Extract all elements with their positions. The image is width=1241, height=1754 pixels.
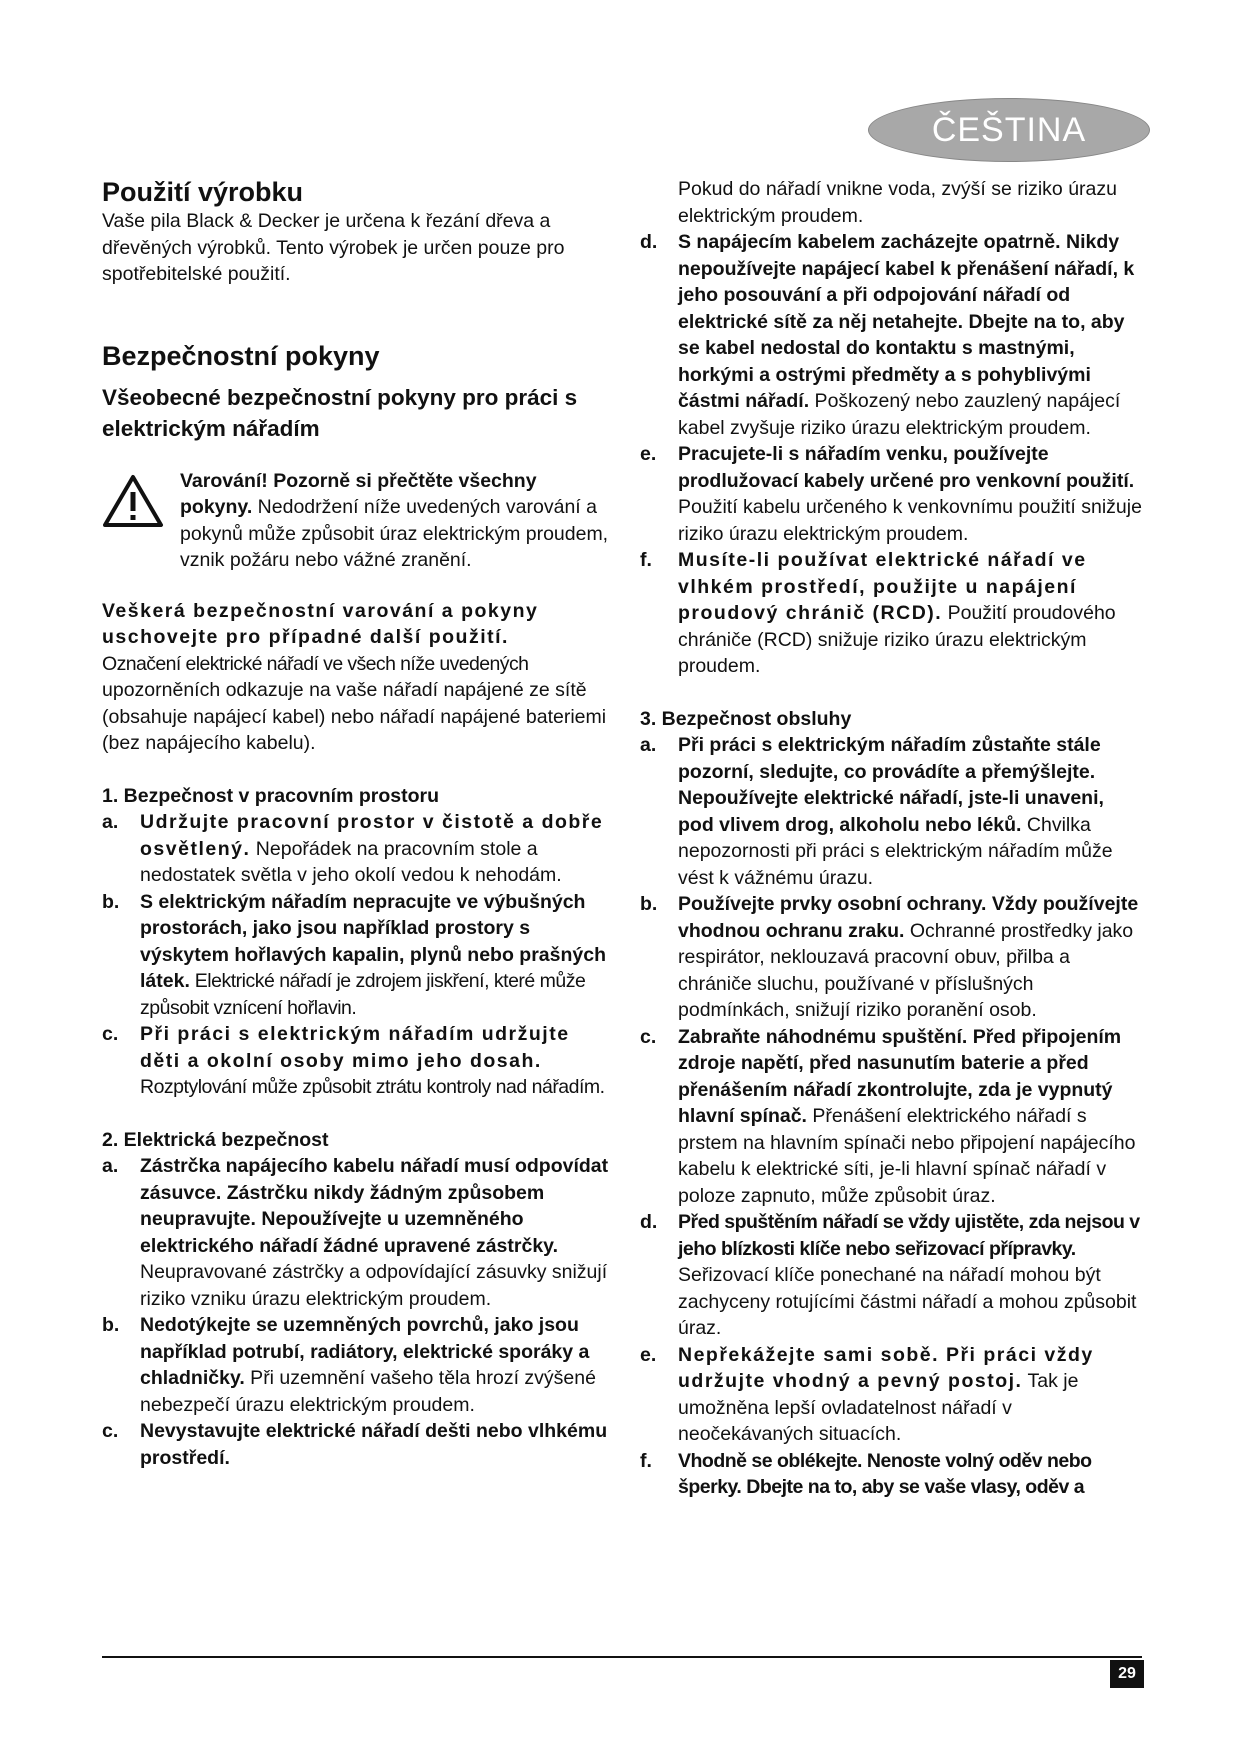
list-item-2a: [102, 1153, 614, 1312]
item-text: Při uzemnění vašeho těla hrozí zvýšené nebezpečí úrazu elektrickým proudem.: [140, 1367, 596, 1416]
usage-title: Použití výrobku: [102, 177, 304, 207]
item-bold: Udržujte pracovní prostor v čistotě a dobře osvětlený.: [140, 811, 604, 860]
section-1-title: 1. Bezpečnost v pracovním prostoru: [102, 784, 439, 807]
item-text: Neupravované zástrčky a odpovídající zásuvky snižují riziko vzniku úrazu elektrickým proudem.: [140, 1261, 608, 1310]
section-2-title: 2. Elektrická bezpečnost: [102, 1128, 329, 1151]
safety-title: Bezpečnostní pokyny: [102, 340, 380, 371]
list-item-3c: [640, 1024, 1145, 1210]
item-label: b.: [640, 893, 658, 915]
item-label: f.: [640, 549, 652, 571]
item-bold: Před spuštěním nářadí se vždy ujistěte, zda nejsou v jeho blízkosti klíče nebo seřizovací přípravky.: [678, 1211, 1140, 1260]
left-column: [102, 176, 614, 1471]
warning-text: [180, 468, 614, 574]
item-bold: Musíte-li používat elektrické nářadí ve vlhkém prostředí, použijte u napájení proudový chránič (RCD).: [678, 549, 1087, 624]
list-item-3a: [640, 732, 1145, 891]
item-text: Elektrické nářadí je zdrojem jiskření, které může způsobit vznícení hořlavin.: [140, 970, 586, 1019]
item-label: d.: [640, 231, 658, 253]
item-bold: Při práci s elektrickým nářadím zůstaňte stále pozorní, sledujte, co provádíte a přemýšlejte. Nepoužívejte elektrické nářadí, jste-li unaveni, pod vlivem drog, alkoholu nebo léků.: [678, 734, 1104, 836]
usage-text: Vaše pila Black & Decker je určena k řezání dřeva a dřevěných výrobků. Tento výrobek je určen pouze pro spotřebitelské použití.: [102, 210, 565, 285]
list-item-2b: [102, 1312, 614, 1418]
list-item-2e: [640, 441, 1145, 547]
item-label: c.: [640, 1025, 657, 1048]
item-text: Poškozený nebo zauzlený napájecí kabel zvyšuje riziko úrazu elektrickým proudem.: [678, 390, 1121, 439]
list-item-1c: [102, 1021, 614, 1101]
item-bold: Zástrčka napájecího kabelu nářadí musí odpovídat zásuvce. Zástrčku nikdy žádným způsobem neupravujte. Nepoužívejte u uzemněného elektrického nářadí žádné upravené zástrčky.: [140, 1155, 609, 1257]
list-item-3d: [640, 1209, 1145, 1342]
item-label: c.: [102, 1420, 119, 1442]
item-label: e.: [640, 443, 657, 465]
section-3-title: 3. Bezpečnost obsluhy: [640, 707, 852, 730]
list-item-2d: [640, 229, 1145, 441]
item-text: Přenášení elektrického nářadí s prstem na hlavním spínači nebo připojení napájecího kabelu k elektrické síti, je-li hlavní spínač nářadí v poloze zapnuto, může způsobit úraz.: [678, 1105, 1136, 1207]
item-bold: Nevystavujte elektrické nářadí dešti nebo vlhkému prostředí.: [140, 1420, 608, 1469]
item-bold: Při práci s elektrickým nářadím udržujte děti a okolní osoby mimo jeho dosah.: [140, 1023, 570, 1072]
item-bold: Nepřekážejte sami sobě. Při práci vždy udržujte vhodný a pevný postoj.: [678, 1343, 1094, 1392]
warning-bold: Varování! Pozorně si přečtěte všechny pokyny.: [180, 469, 537, 518]
language-badge: ČEŠTINA: [868, 98, 1150, 162]
warning-block: [102, 468, 614, 574]
item-text: Chvilka nepozornosti při práci s elektrickým nářadím může vést k vážnému úrazu.: [678, 813, 1113, 889]
item-bold: Používejte prvky osobní ochrany. Vždy používejte vhodnou ochranu zraku.: [678, 893, 1139, 942]
item-label: a.: [640, 734, 657, 756]
keep-instructions: Veškerá bezpečnostní varování a pokyny uschovejte pro případné další použití.: [102, 599, 539, 648]
general-safety-title: Všeobecné bezpečnostní pokyny pro práci s elektrickým nářadím: [102, 384, 578, 441]
list-item-1b: [102, 889, 614, 1022]
item-text: Rozptylování může způsobit ztrátu kontroly nad nářadím.: [140, 1076, 605, 1098]
item-bold: S elektrickým nářadím nepracujte ve výbušných prostorách, jako jsou například prostory s výskytem hořlavých kapalin, plynů nebo prašných látek.: [140, 890, 607, 992]
item-label: b.: [102, 1314, 120, 1336]
page-number: 29: [1110, 1660, 1144, 1688]
list-item-3e: [640, 1342, 1145, 1448]
item-label: a.: [102, 1155, 119, 1177]
warning-triangle-icon: [102, 474, 164, 528]
item-bold: Nedotýkejte se uzemněných povrchů, jako jsou například potrubí, radiátory, elektrické sporáky a chladničky.: [140, 1314, 590, 1389]
item-label: e.: [640, 1343, 657, 1366]
item-label: d.: [640, 1211, 658, 1233]
item-label: c.: [102, 1023, 119, 1045]
list-item-3b: [640, 891, 1145, 1024]
item-text: Použití proudového chrániče (RCD) snižuje riziko úrazu elektrickým proudem.: [678, 602, 1116, 677]
item-bold: Pracujete-li s nářadím venku, používejte prodlužovací kabely určené pro venkovní použití.: [678, 443, 1135, 492]
item-label: a.: [102, 811, 119, 833]
item-text: Nepořádek na pracovním stole a nedostatek světla v jeho okolí vedou k nehodám.: [140, 837, 562, 886]
item-label: b.: [102, 890, 120, 913]
right-column: [640, 176, 1145, 1501]
continued-text: Pokud do nářadí vnikne voda, zvýší se riziko úrazu elektrickým proudem.: [678, 178, 1117, 227]
item-bold: S napájecím kabelem zacházejte opatrně. Nikdy nepoužívejte napájecí kabel k přenášení nářadí, k jeho posouvání a při odpojování nářadí od elektrické sítě za něj netahejte. Dbejte na to, aby se kabel nedostal do kontaktu s mastnými, horkými a ostrými předměty a s pohyblivými částmi nářadí.: [678, 231, 1135, 412]
list-item-3f: [640, 1448, 1145, 1501]
item-bold: Vhodně se oblékejte. Nenoste volný oděv nebo šperky. Dbejte na to, aby se vaše vlasy, oděv a: [678, 1449, 1092, 1498]
list-item-1a: [102, 809, 614, 889]
item-text: Seřizovací klíče ponechané na nářadí mohou být zachyceny rotujícími částmi nářadí a mohou způsobit úraz.: [678, 1264, 1137, 1339]
list-item-2c: [102, 1418, 614, 1471]
item-label: f.: [640, 1449, 652, 1472]
item-text: Použití kabelu určeného k venkovnímu použití snižuje riziko úrazu elektrickým proudem.: [678, 496, 1142, 545]
list-item-2f: [640, 547, 1145, 680]
footer-rule: [102, 1656, 1142, 1658]
term-text-1: Označení elektrické nářadí ve všech níže uvedených: [102, 652, 529, 675]
term-text-2: upozorněních odkazuje na vaše nářadí napájené ze sítě (obsahuje napájecí kabel) nebo nářadí napájené bateriemi (bez napájecího kabelu).: [102, 679, 607, 754]
warning-normal: Nedodržení níže uvedených varování a pokynů může způsobit úraz elektrickým proudem, vznik požáru nebo vážné zranění.: [180, 496, 609, 571]
item-bold: Zabraňte náhodnému spuštění. Před připojením zdroje napětí, před nasunutím baterie a před přenášením nářadí zkontrolujte, zda je vypnutý hlavní spínač.: [678, 1025, 1122, 1127]
item-text: Tak je umožněna lepší ovladatelnost nářadí v neočekávaných situacích.: [678, 1370, 1079, 1445]
item-text: Ochranné prostředky jako respirátor, neklouzavá pracovní obuv, přilba a chrániče sluchu, používané v příslušných podmínkách, snižují riziko poranění osob.: [678, 919, 1134, 1021]
